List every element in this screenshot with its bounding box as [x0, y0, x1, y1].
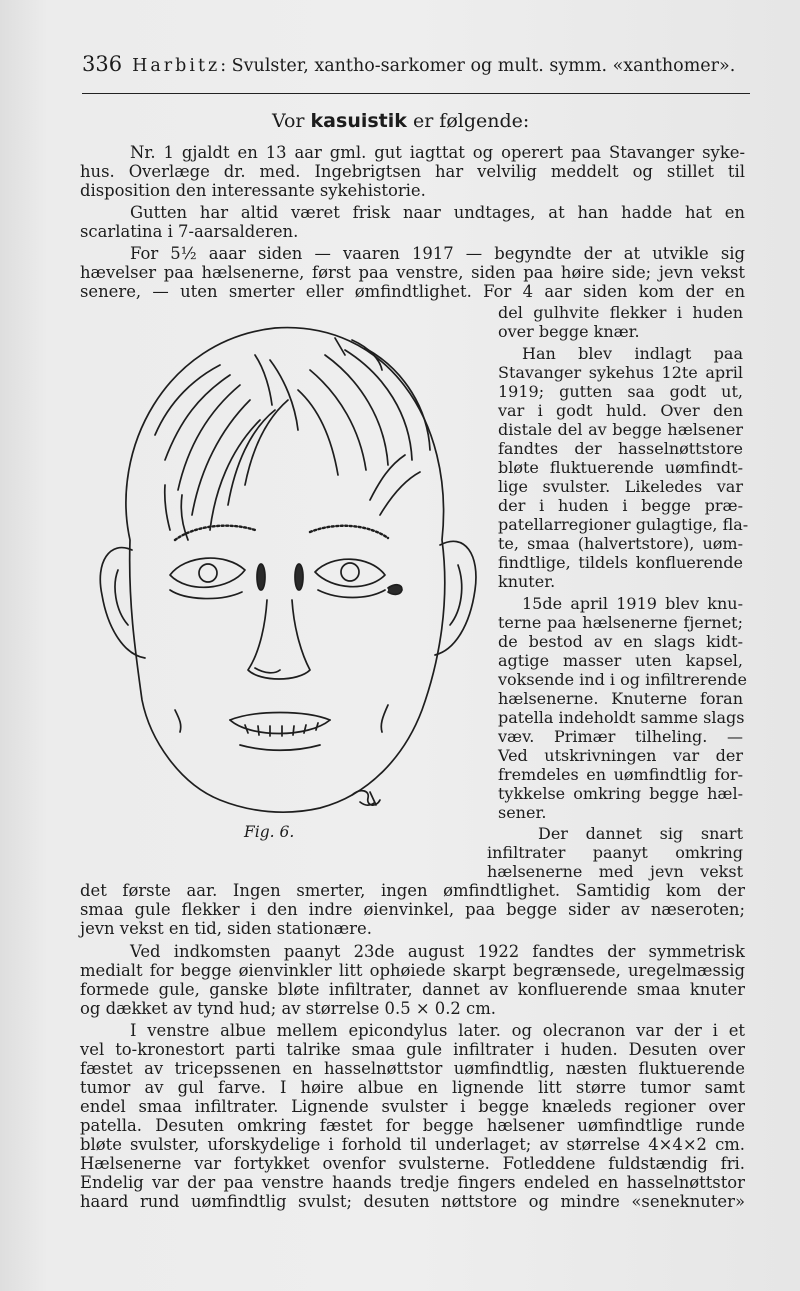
- column-line: Der dannet sig snart: [538, 824, 743, 843]
- column-line: 15de april 1919 blev knu-: [522, 594, 743, 613]
- header-rule: [82, 93, 750, 94]
- eye-right: [315, 559, 385, 597]
- column-line: hælsenerne. Knuterne foran: [498, 689, 743, 708]
- eye-left: [170, 558, 245, 598]
- text-line: Ved indkomsten paanyt 23de august 1922 fandtes der symmetrisk: [130, 942, 745, 961]
- text-line: disposition den interessante sykehistorie.: [80, 181, 426, 200]
- column-line: knuter.: [498, 572, 556, 591]
- text-line: scarlatina i 7-aarsalderen.: [80, 222, 299, 241]
- header-author: Harbitz: [132, 56, 221, 76]
- text-line: Endelig var der paa venstre haands tredje fingers endeled en hasselnøttstor: [80, 1173, 745, 1192]
- text-line: tumor av gul farve. I høire albue en lignende litt større tumor samt: [80, 1078, 745, 1097]
- column-line: lige svulster. Likeledes var: [498, 477, 743, 496]
- section-heading: Vor kasuistik er følgende:: [272, 110, 530, 132]
- column-line: 1919; gutten saa godt ut,: [498, 382, 743, 401]
- text-line: formede gule, ganske bløte infiltrater, dannet av konfluerende smaa knuter: [80, 980, 745, 999]
- column-line: infiltrater paanyt omkring: [487, 843, 743, 862]
- column-line: patella indeholdt samme slags: [498, 708, 745, 727]
- column-line: der i huden i begge præ-: [498, 496, 743, 515]
- column-line: fremdeles en uømfindtlig for-: [498, 765, 743, 784]
- column-line: Stavanger sykehus 12te april: [498, 363, 743, 382]
- text-line: hus. Overlæge dr. med. Ingebrigtsen har velvilig meddelt og stillet til: [80, 162, 745, 181]
- eyebrow-right: [310, 526, 388, 538]
- column-line: væv. Primær tilheling. —: [498, 727, 743, 746]
- artist-monogram: [352, 791, 380, 805]
- text-line: I venstre albue mellem epicondylus later. og olecranon var der i et: [130, 1021, 745, 1040]
- column-line: Han blev indlagt paa: [522, 344, 743, 363]
- text-line: For 5½ aaar siden — vaaren 1917 — begyndte der at utvikle sig: [130, 244, 745, 263]
- column-line: de bestod av en slags kidt-: [498, 632, 743, 651]
- mouth: [230, 713, 330, 751]
- page-number: 336: [82, 52, 123, 76]
- text-line: det første aar. Ingen smerter, ingen ømfindtlighet. Samtidig kom der: [80, 881, 745, 900]
- column-line: over begge knær.: [498, 322, 640, 341]
- text-line: og dækket av tynd hud; av størrelse 0.5 × 0.2 cm.: [80, 999, 496, 1018]
- figure-caption: Fig. 6.: [244, 823, 295, 841]
- text-line: senere, — uten smerter eller ømfindtlighet. For 4 aar siden kom der en: [80, 282, 745, 301]
- column-line: terne paa hælsenerne fjernet;: [498, 613, 743, 632]
- column-line: sener.: [498, 803, 547, 822]
- ear-left: [100, 548, 145, 658]
- section-heading-bold: kasuistik: [310, 110, 407, 132]
- figure-face-drawing: [70, 300, 495, 825]
- text-line: smaa gule flekker i den indre øienvinkel, paa begge sider av næseroten;: [80, 900, 745, 919]
- column-line: var i godt huld. Over den: [498, 401, 743, 420]
- column-line: te, smaa (halvertstore), uøm-: [498, 534, 743, 553]
- text-line: medialt for begge øienvinkler litt ophøiede skarpt begrænsede, uregelmæssig: [80, 961, 745, 980]
- header-title: : Svulster, xantho-sarkomer og mult. symm. «xanthomer».: [220, 56, 736, 76]
- text-line: hævelser paa hælsenerne, først paa venstre, siden paa høire side; jevn vekst: [80, 263, 745, 282]
- text-line: vel to-kronestort parti talrike smaa gule infiltrater i huden. Desuten over: [80, 1040, 745, 1059]
- column-line: del gulhvite flekker i huden: [498, 303, 743, 322]
- column-line: tykkelse omkring begge hæl-: [498, 784, 743, 803]
- xanthoma-right: [295, 564, 303, 590]
- running-header: [82, 52, 750, 76]
- column-line: Ved utskrivningen var der: [498, 746, 743, 765]
- text-line: Nr. 1 gjaldt en 13 aar gml. gut iagttat og operert paa Stavanger syke-: [130, 143, 745, 162]
- text-line: Hælsenerne var fortykket ovenfor svulsterne. Fotleddene fuldstændig fri.: [80, 1154, 745, 1173]
- text-line: jevn vekst en tid, siden stationære.: [80, 919, 372, 938]
- text-line: haard rund uømfindtlig svulst; desuten nøttstore og mindre «seneknuter»: [80, 1192, 745, 1211]
- column-line: findtlige, tildels konfluerende: [498, 553, 743, 572]
- text-line: patella. Desuten omkring fæstet for begge hælsener uømfindtlige runde: [80, 1116, 745, 1135]
- column-line: hælsenerne med jevn vekst: [487, 862, 743, 881]
- column-line: distale del av begge hælsener: [498, 420, 743, 439]
- column-line: voksende ind i og infiltrerende: [498, 670, 747, 689]
- text-line: bløte svulster, uforskydelige i forhold til underlaget; av størrelse 4×4×2 cm.: [80, 1135, 745, 1154]
- column-line: patellarregioner gulagtige, fla-: [498, 515, 749, 534]
- xanthoma-left: [257, 564, 265, 590]
- column-line: agtige masser uten kapsel,: [498, 651, 743, 670]
- column-line: fandtes der hasselnøttstore: [498, 439, 743, 458]
- nose: [248, 600, 310, 679]
- text-line: endel smaa infiltrater. Lignende svulster i begge knæleds regioner over: [80, 1097, 745, 1116]
- text-line: Gutten har altid været frisk naar undtages, at han hadde hat en: [130, 203, 745, 222]
- column-line: bløte fluktuerende uømfindt-: [498, 458, 743, 477]
- text-line: fæstet av tricepssenen en hasselnøttstor uømfindtlig, næsten fluktuerende: [80, 1059, 745, 1078]
